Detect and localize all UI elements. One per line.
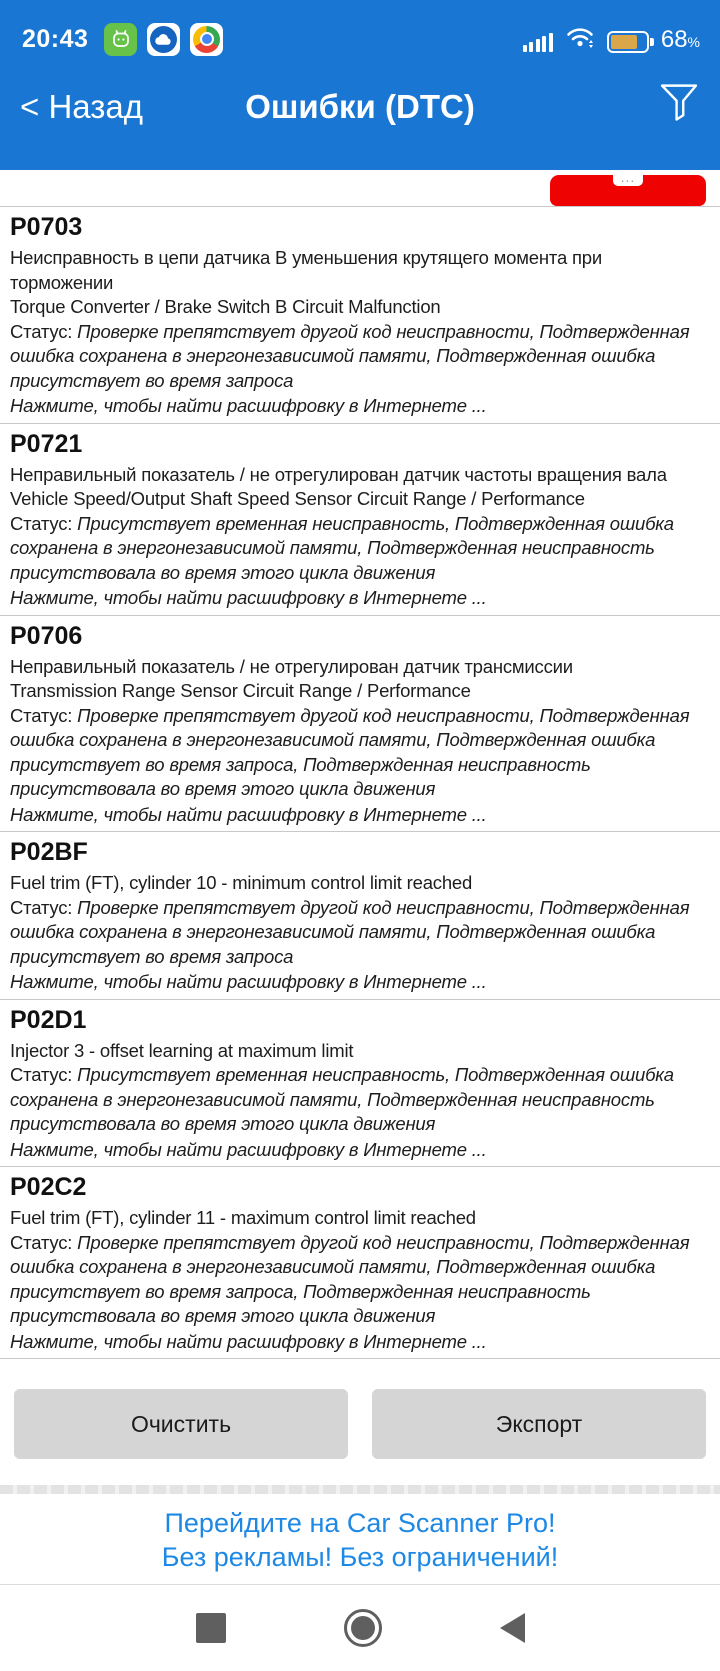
dtc-status: Статус: Проверке препятствует другой код неисправности, Подтвержденная ошибка сохранена в энергонезависимой памяти, Подтвержденная ошибка присутствует во время запроса [10,896,690,967]
dtc-description-ru: Неправильный показатель / не отрегулирован датчик частоты вращения вала [10,463,667,485]
dtc-description-ru: Неправильный показатель / не отрегулирован датчик трансмиссии [10,655,573,677]
dtc-code: P02BF [10,838,88,866]
dtc-code: P02C2 [10,1173,87,1201]
dtc-code: P0703 [10,213,83,241]
promo-line-2: Без рекламы! Без ограничений! [161,1542,559,1572]
dtc-status: Статус: Проверке препятствует другой код неисправности, Подтвержденная ошибка сохранена в энергонезависимой памяти, Подтвержденная ошибка присутствует во время запроса, Подтвержденная неисправность присутствовала во время этого цикла движения [10,1231,690,1326]
dtc-description-en: Fuel trim (FT), cylinder 11 - maximum control limit reached [10,1207,476,1228]
ad-banner[interactable] [550,169,706,206]
dtc-entry-p02bf[interactable] [0,832,720,1000]
back-button[interactable]: < Назад [20,88,143,125]
home-circle-icon[interactable] [344,1609,382,1647]
promo-line-1: Перейдите на Car Scanner Pro! [164,1508,556,1538]
wifi-icon [565,25,595,54]
dtc-web-lookup-link[interactable]: Нажмите, чтобы найти расшифровку в Интернете ... [10,587,487,608]
dtc-web-lookup-link[interactable]: Нажмите, чтобы найти расшифровку в Интернете ... [10,971,487,992]
export-button[interactable]: Экспорт [372,1389,706,1459]
status-bar [0,0,720,60]
dtc-status: Статус: Присутствует временная неисправность, Подтвержденная ошибка сохранена в энергонезависимой памяти, Подтвержденная неисправность присутствовала во время этого цикла движения [10,1064,674,1134]
ad-menu-notch[interactable] [613,169,643,186]
dtc-entry-p02d1[interactable] [0,1000,720,1168]
recents-square-icon[interactable] [196,1613,226,1643]
dtc-entry-p02c2[interactable] [0,1167,720,1359]
dtc-description-en: Fuel trim (FT), cylinder 10 - minimum control limit reached [10,872,473,893]
action-buttons-row [0,1389,720,1459]
signal-strength-icon [523,32,553,54]
dtc-description-ru: Неисправность в цепи датчика B уменьшения крутящего момента при торможении [10,247,603,293]
battery-icon [607,31,649,53]
dtc-description-en: Injector 3 - offset learning at maximum limit [10,1039,354,1061]
clear-button[interactable]: Очистить [14,1389,348,1459]
app-bar [0,0,720,170]
header-row [0,64,720,150]
dtc-entry-p0706[interactable] [0,616,720,833]
dtc-status: Статус: Проверке препятствует другой код неисправности, Подтвержденная ошибка сохранена в энергонезависимой памяти, Подтвержденная ошибка присутствует во время запроса [10,320,690,391]
dtc-code: P02D1 [10,1005,87,1034]
dtc-description-en: Vehicle Speed/Output Shaft Speed Sensor Circuit Range / Performance [10,488,585,509]
page-title: Ошибки (DTC) [245,88,475,125]
ellipsis-icon: ... [620,169,636,185]
battery-percentage: 68% [660,25,700,53]
status-indicators [523,25,700,54]
dtc-entry-p0703[interactable] [0,207,720,424]
dtc-code: P0721 [10,429,83,458]
dtc-status: Статус: Присутствует временная неисправность, Подтвержденная ошибка сохранена в энергонезависимой памяти, Подтвержденная неисправность присутствовала во время этого цикла движения [10,512,674,583]
cloud-app-notification-icon [147,23,180,56]
dtc-description-en: Transmission Range Sensor Circuit Range / Performance [10,680,471,701]
dtc-web-lookup-link[interactable]: Нажмите, чтобы найти расшифровку в Интернете ... [10,803,487,825]
dtc-list [0,207,720,1359]
android-navigation-bar [0,1585,720,1671]
ad-banner-row [0,170,720,207]
android-app-notification-icon [104,23,137,56]
dtc-description-en: Torque Converter / Brake Switch B Circuit Malfunction [10,296,441,317]
dtc-web-lookup-link[interactable]: Нажмите, чтобы найти расшифровку в Интернете ... [10,1330,487,1352]
dtc-web-lookup-link[interactable]: Нажмите, чтобы найти расшифровку в Интернете ... [10,1138,487,1160]
dtc-web-lookup-link[interactable]: Нажмите, чтобы найти расшифровку в Интернете ... [10,395,487,416]
dashed-divider [0,1485,720,1494]
dtc-status: Статус: Проверке препятствует другой код неисправности, Подтвержденная ошибка сохранена в энергонезависимой памяти, Подтвержденная ошибка присутствует во время запроса, Подтвержденная неисправность присутствовала во время этого цикла движения [10,704,690,799]
dtc-code: P0706 [10,621,83,650]
car-scanner-pro-promo-link[interactable] [0,1506,720,1574]
back-triangle-icon[interactable] [500,1613,525,1643]
dtc-entry-p0721[interactable] [0,424,720,616]
clock: 20:43 [22,24,89,53]
filter-icon[interactable] [658,82,700,133]
chrome-notification-icon [190,23,223,56]
notification-icons [104,23,223,56]
